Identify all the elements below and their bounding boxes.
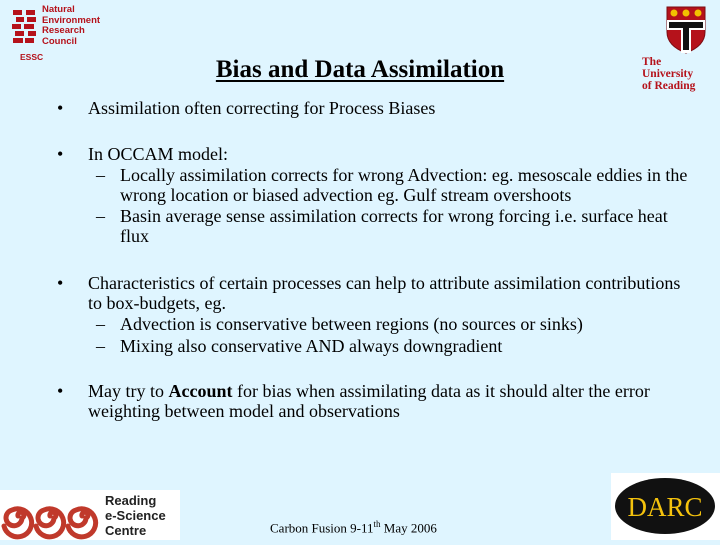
darc-emblem-icon xyxy=(611,473,720,540)
bullet-list xyxy=(57,99,697,421)
nerc-line: Environment xyxy=(42,14,101,26)
footer-event: Carbon Fusion 9-11 xyxy=(270,520,374,536)
university-shield-icon xyxy=(666,6,706,54)
dash-marker: – xyxy=(96,206,105,226)
nerc-logo xyxy=(10,4,120,62)
sub-bullet-item xyxy=(88,315,697,335)
dash-marker: – xyxy=(96,165,105,185)
bullet-item xyxy=(57,99,697,119)
dash-marker: – xyxy=(96,335,105,356)
nerc-name xyxy=(42,5,100,47)
spiral-icon xyxy=(0,490,100,540)
rc-line: e-Science xyxy=(105,508,166,523)
sub-bullet-text: Advection is conservative between regions (no sources or sinks) xyxy=(120,314,583,334)
bullet-item xyxy=(57,145,697,247)
rc-line: Reading xyxy=(105,493,157,508)
sub-bullet-item xyxy=(88,166,697,205)
bullet-text: May try to xyxy=(88,381,169,401)
sub-bullet-text: Basin average sense assimilation corrects for wrong forcing i.e. surface heat flux xyxy=(120,206,668,246)
university-name: The University of Reading xyxy=(642,56,696,92)
nerc-line: Council xyxy=(42,35,77,47)
slide-title xyxy=(0,56,720,84)
footer-text xyxy=(270,519,437,536)
nerc-line: Research xyxy=(42,25,85,36)
sub-bullet-text: Locally assimilation corrects for wrong Advection: eg. mesoscale eddies in the wrong location or biased advection eg. Gulf stream overshoots xyxy=(120,165,688,205)
bullet-text: Assimilation often correcting for Process Biases xyxy=(88,98,436,118)
slide-title-text: Bias and Data Assimilation xyxy=(215,56,505,83)
dash-marker: – xyxy=(96,314,105,334)
reading-escience-centre-logo xyxy=(0,490,180,540)
rc-name xyxy=(105,493,166,538)
sub-bullet-text: Mixing also conservative AND always downgradient xyxy=(120,335,503,356)
nerc-line: Natural xyxy=(42,4,75,15)
footer-superscript: th xyxy=(373,519,381,529)
essc-label: ESSC xyxy=(20,52,44,62)
sub-bullet-item xyxy=(88,337,697,357)
footer-date: May 2006 xyxy=(380,520,437,536)
bullet-text: Characteristics of certain processes can help to attribute assimilation contributions to box-budgets, eg. xyxy=(88,273,681,313)
rc-line: Centre xyxy=(105,523,147,538)
bullet-text: for bias when assimilating data as it should alter the error weighting between model and observations xyxy=(88,381,650,421)
bullet-bold-text: Account xyxy=(168,381,233,401)
darc-text: DARC xyxy=(627,492,703,522)
darc-logo xyxy=(611,473,720,540)
nerc-emblem-icon xyxy=(10,8,40,48)
bullet-item xyxy=(57,274,697,356)
bullet-text: In OCCAM model: xyxy=(88,143,229,164)
bullet-item xyxy=(57,382,697,421)
sub-bullet-item xyxy=(88,207,697,246)
